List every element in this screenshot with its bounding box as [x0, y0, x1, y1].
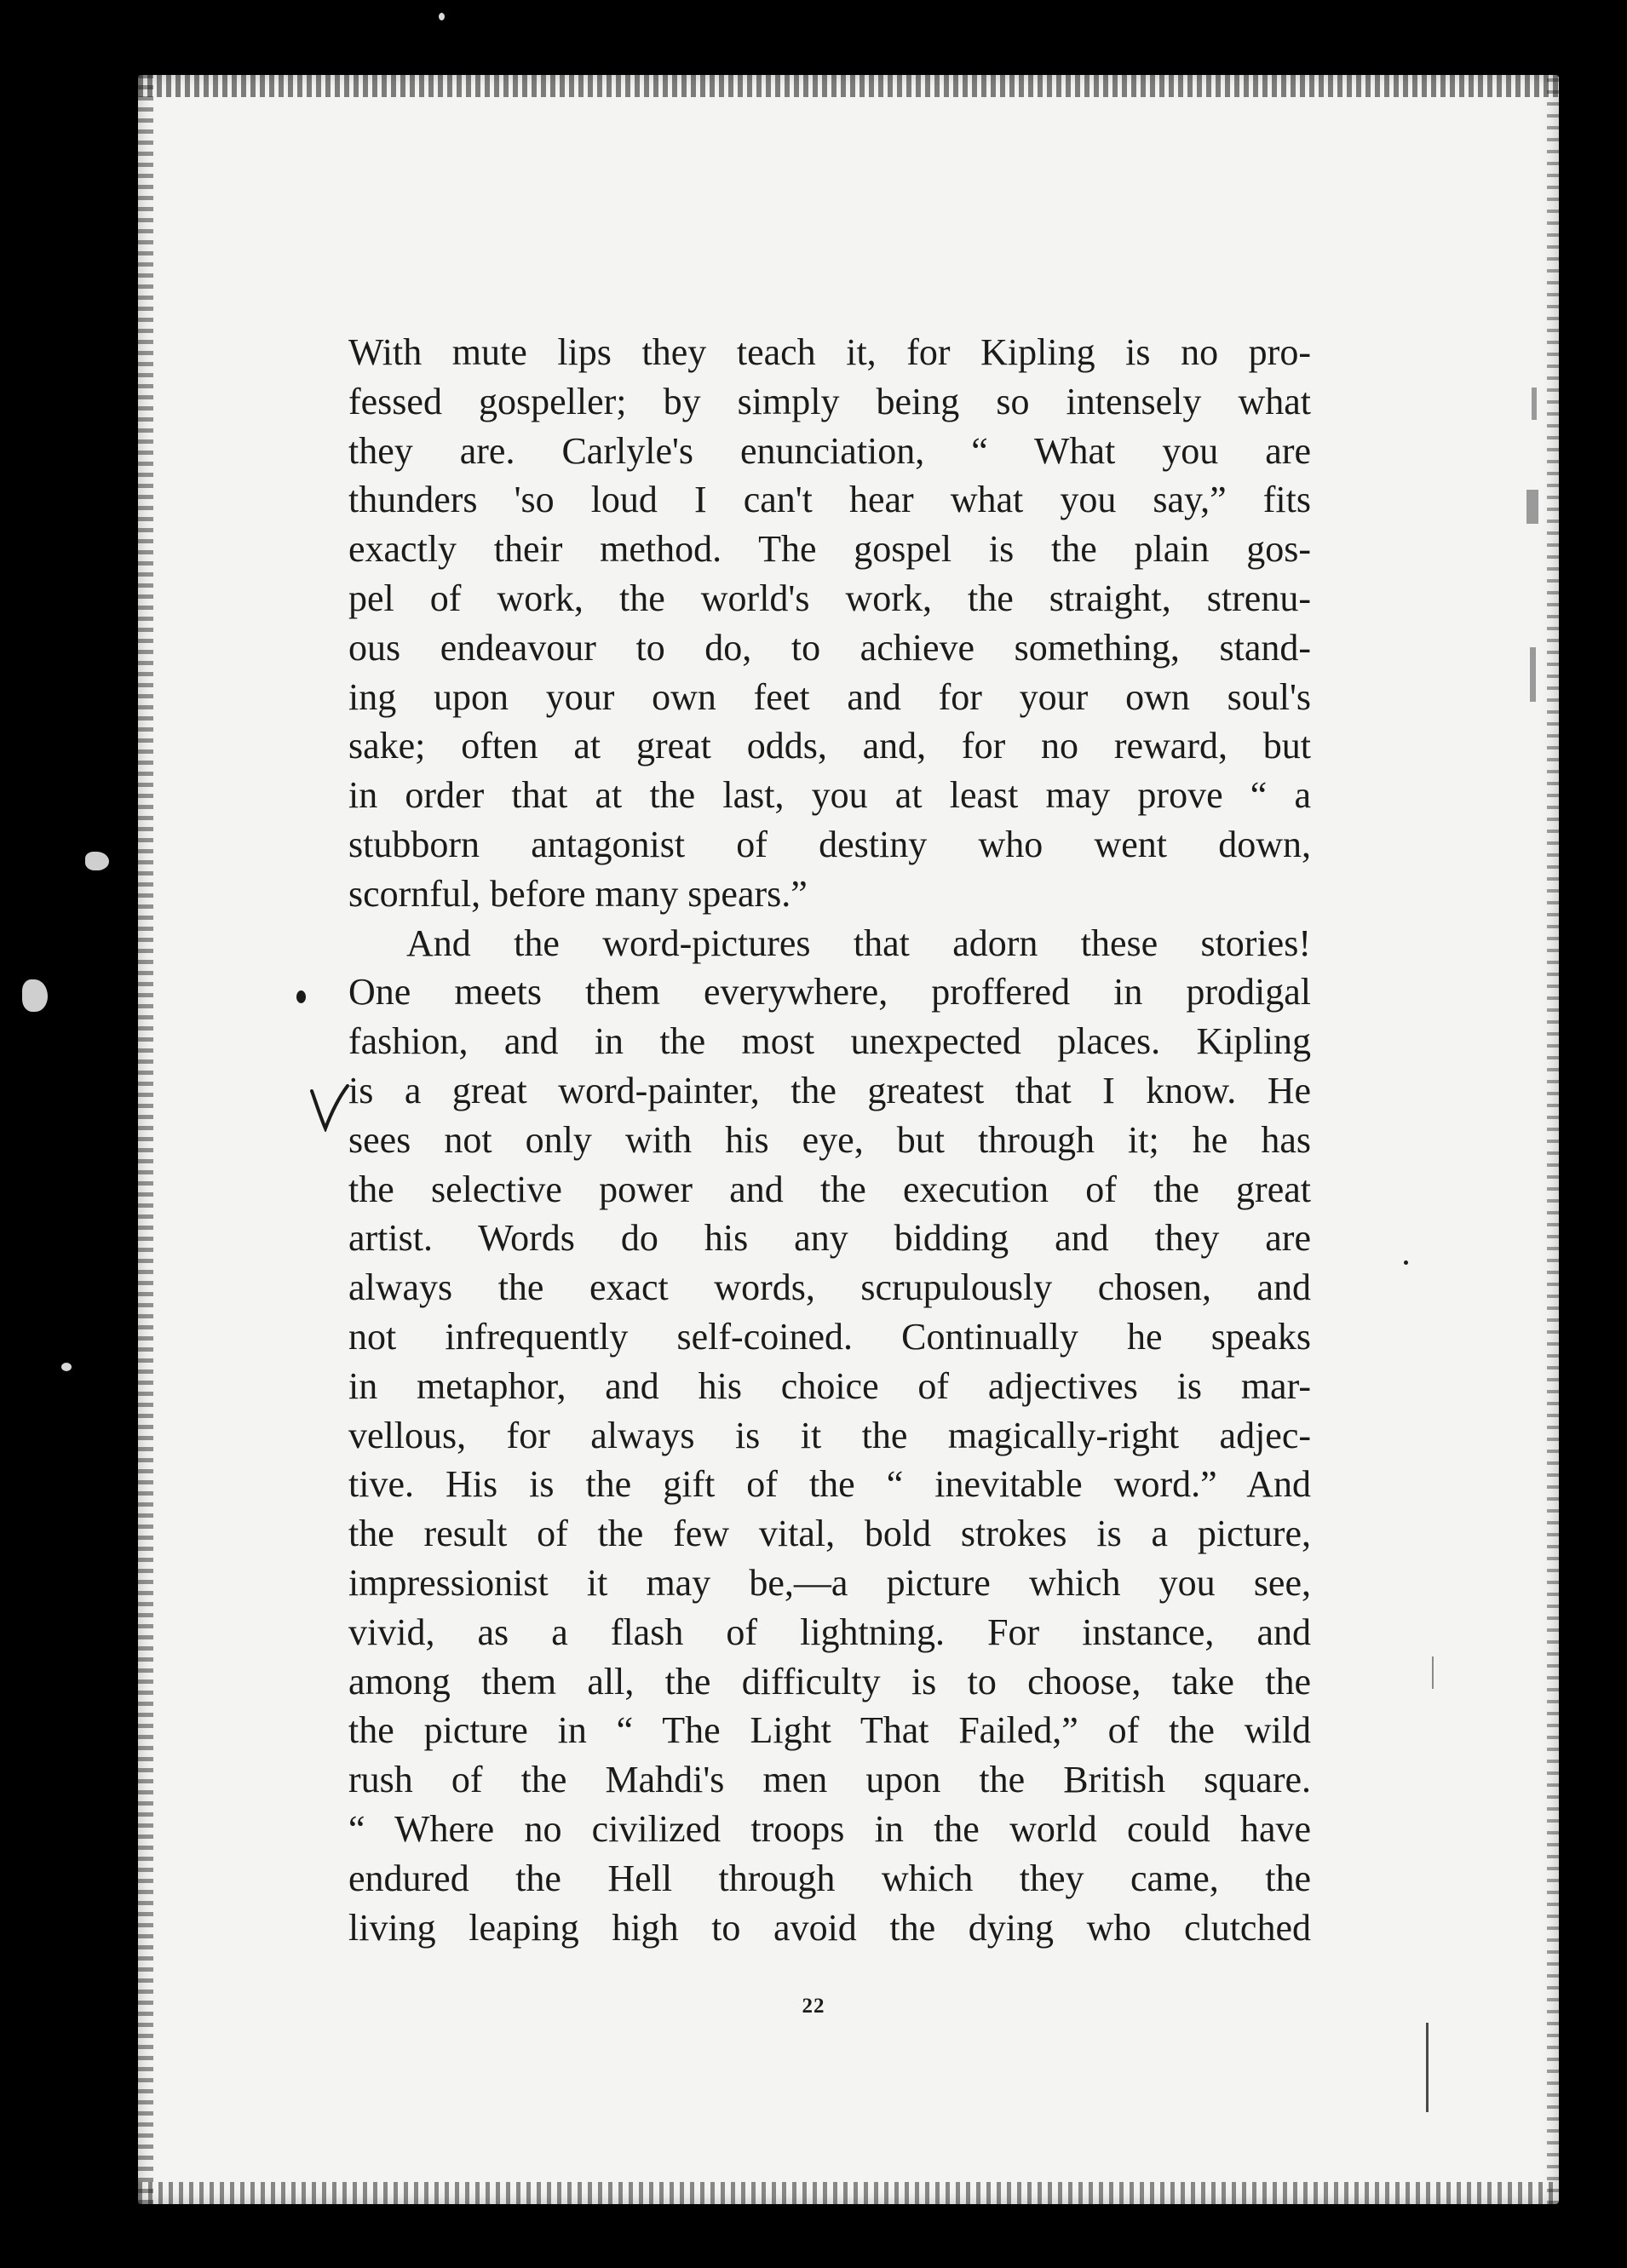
text-line: thunders 'so loud I can't hear what you say,” fits	[348, 479, 1311, 521]
text-line: endured the Hell through which they came, the	[348, 1857, 1311, 1899]
text-line: among them all, the difficulty is to choose, take the	[348, 1660, 1311, 1702]
text-line: the selective power and the execution of the great	[348, 1168, 1311, 1210]
text-line: fashion, and in the most unexpected places. Kipling	[348, 1020, 1311, 1063]
page-hole	[22, 979, 48, 1012]
page-hole	[85, 852, 109, 870]
page-right-edge	[1547, 75, 1559, 2204]
text-line: living leaping high to avoid the dying who clutched	[348, 1906, 1311, 1949]
margin-bullet-mark	[296, 990, 306, 1003]
text-line: exactly their method. The gospel is the plain gos-	[348, 528, 1311, 571]
text-line: fessed gospeller; by simply being so intensely what	[348, 380, 1311, 422]
text-line: the result of the few vital, bold strokes is a picture,	[348, 1513, 1311, 1555]
text-line: is a great word-painter, the greatest that I know. He	[348, 1069, 1311, 1111]
text-line: impressionist it may be,—a picture which you see,	[348, 1561, 1311, 1604]
text-line: sees not only with his eye, but through it; he has	[348, 1118, 1311, 1161]
page-number: 22	[802, 1995, 825, 2018]
scan-speck	[61, 1363, 72, 1371]
text-line: And the word-pictures that adorn these stories!	[406, 922, 1311, 964]
text-line: With mute lips they teach it, for Kipling is no pro-	[348, 331, 1311, 373]
text-line: One meets them everywhere, proffered in prodigal	[348, 971, 1311, 1013]
scan-scratch	[1530, 647, 1536, 702]
text-line: in metaphor, and his choice of adjectives is mar-	[348, 1364, 1311, 1407]
margin-check-mark	[308, 1084, 351, 1132]
text-line: ous endeavour to do, to achieve something, stand-	[348, 626, 1311, 669]
text-line: tive. His is the gift of the “ inevitable word.” And	[348, 1463, 1311, 1506]
text-line: pel of work, the world's work, the straight, strenu-	[348, 577, 1311, 619]
body-text	[348, 328, 1311, 1952]
scan-line	[1426, 2023, 1429, 2112]
text-line: the picture in “ The Light That Failed,” of the wild	[348, 1709, 1311, 1752]
text-line: scornful, before many spears.”	[348, 872, 808, 915]
text-line: not infrequently self-coined. Continually he speaks	[348, 1315, 1311, 1358]
scan-dot	[1404, 1260, 1408, 1265]
scan-scratch	[1532, 388, 1537, 420]
text-line: ing upon your own feet and for your own soul's	[348, 675, 1311, 718]
scan-line	[1432, 1657, 1434, 1689]
scan-speck	[439, 13, 445, 20]
text-line: vellous, for always is it the magically-right adjec-	[348, 1414, 1311, 1456]
text-line: in order that at the last, you at least may prove “ a	[348, 774, 1311, 817]
text-line: always the exact words, scrupulously chosen, and	[348, 1266, 1311, 1309]
text-line: artist. Words do his any bidding and they are	[348, 1217, 1311, 1260]
text-line: “ Where no civilized troops in the world could have	[348, 1807, 1311, 1850]
text-line: sake; often at great odds, and, for no reward, but	[348, 725, 1311, 767]
text-line: stubborn antagonist of destiny who went down,	[348, 823, 1311, 865]
page-left-edge	[138, 75, 153, 2204]
text-line: vivid, as a flash of lightning. For instance, and	[348, 1611, 1311, 1653]
text-line: they are. Carlyle's enunciation, “ What you are	[348, 429, 1311, 472]
scan-scratch	[1526, 490, 1538, 524]
text-line: rush of the Mahdi's men upon the British square.	[348, 1759, 1311, 1801]
